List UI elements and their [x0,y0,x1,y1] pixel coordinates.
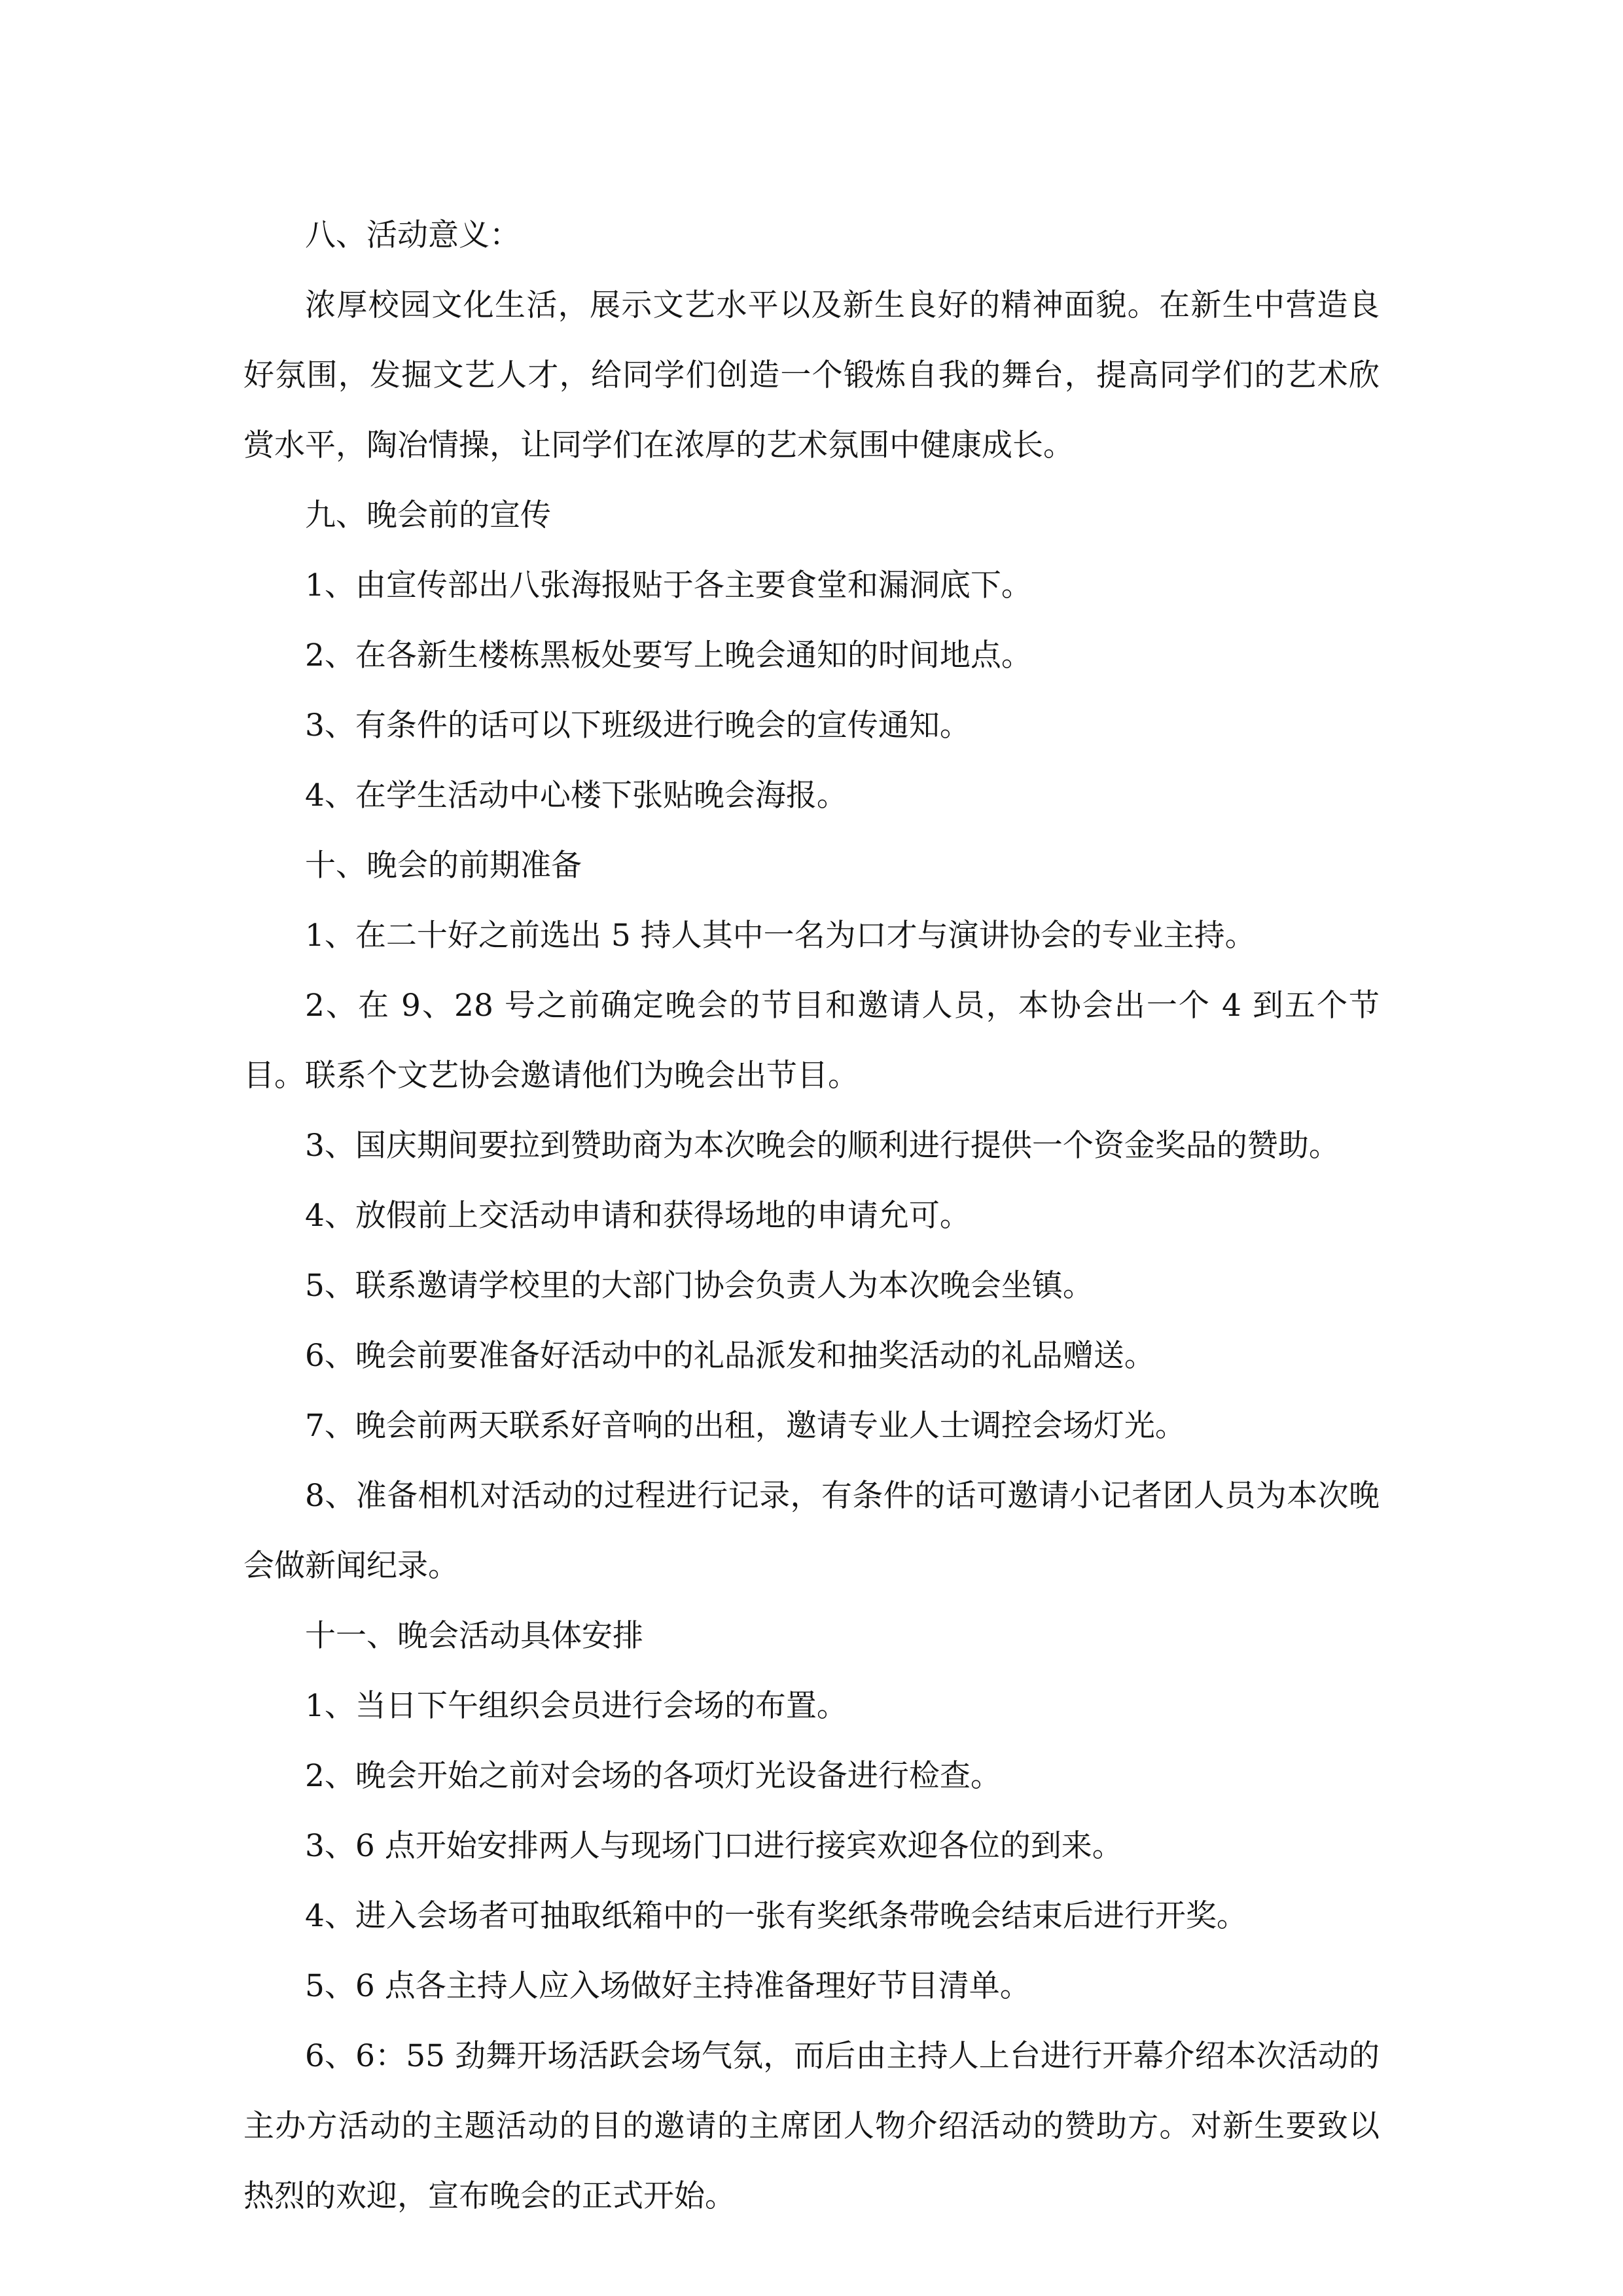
section-heading-significance: 八、活动意义： [305,217,520,253]
list-item: 4、在学生活动中心楼下张贴晚会海报。 [305,778,847,814]
list-item: 5、联系邀请学校里的大部门协会负责人为本次晚会坐镇。 [305,1268,1094,1304]
list-item: 1、在二十好之前选出 5 持人其中一名为口才与演讲协会的专业主持。 [305,918,1256,954]
list-item: 3、6 点开始安排两人与现场门口进行接宾欢迎各位的到来。 [305,1828,1123,1864]
list-item: 3、国庆期间要拉到赞助商为本次晚会的顺利进行提供一个资金奖品的赞助。 [305,1128,1340,1164]
list-item: 4、放假前上交活动申请和获得场地的申请允可。 [305,1198,971,1234]
paragraph-significance: 浓厚校园文化生活，展示文艺水平以及新生良好的精神面貌。在新生中营造良好氛围，发掘文艺人才，给同学们创造一个锻炼自我的舞台，提高同学们的艺术欣赏水平，陶冶情操，让同学们在浓厚的艺术氛围中健康成长。 [243,287,1380,463]
section-heading-publicity: 九、晚会前的宣传 [305,497,551,533]
list-item: 2、在 9、28 号之前确定晚会的节目和邀请人员，本协会出一个 4 到五个节目。联系个文艺协会邀请他们为晚会出节目。 [243,988,1380,1094]
list-item: 4、进入会场者可抽取纸箱中的一张有奖纸条带晚会结束后进行开奖。 [305,1898,1247,1934]
list-item: 5、6 点各主持人应入场做好主持准备理好节目清单。 [305,1968,1031,2004]
list-item: 3、有条件的话可以下班级进行晚会的宣传通知。 [305,708,971,744]
list-item: 2、晚会开始之前对会场的各项灯光设备进行检查。 [305,1758,1001,1794]
list-item: 7、晚会前两天联系好音响的出租，邀请专业人士调控会场灯光。 [305,1408,1186,1444]
list-item: 2、在各新生楼栋黑板处要写上晚会通知的时间地点。 [305,637,1032,673]
list-item: 8、准备相机对活动的过程进行记录，有条件的话可邀请小记者团人员为本次晚会做新闻纪录。 [243,1478,1380,1584]
document-body [243,200,1380,2231]
list-item: 1、由宣传部出八张海报贴于各主要食堂和漏洞底下。 [305,567,1032,603]
section-heading-preparation: 十、晚会的前期准备 [305,848,582,884]
list-item: 1、当日下午组织会员进行会场的布置。 [305,1688,847,1724]
list-item: 6、晚会前要准备好活动中的礼品派发和抽奖活动的礼品赠送。 [305,1338,1155,1374]
section-heading-schedule: 十一、晚会活动具体安排 [305,1618,643,1654]
list-item: 6、6：55 劲舞开场活跃会场气氛，而后由主持人上台进行开幕介绍本次活动的主办方活动的主题活动的目的邀请的主席团人物介绍活动的赞助方。对新生要致以热烈的欢迎，宣布晚会的正式开始。 [243,2038,1380,2214]
